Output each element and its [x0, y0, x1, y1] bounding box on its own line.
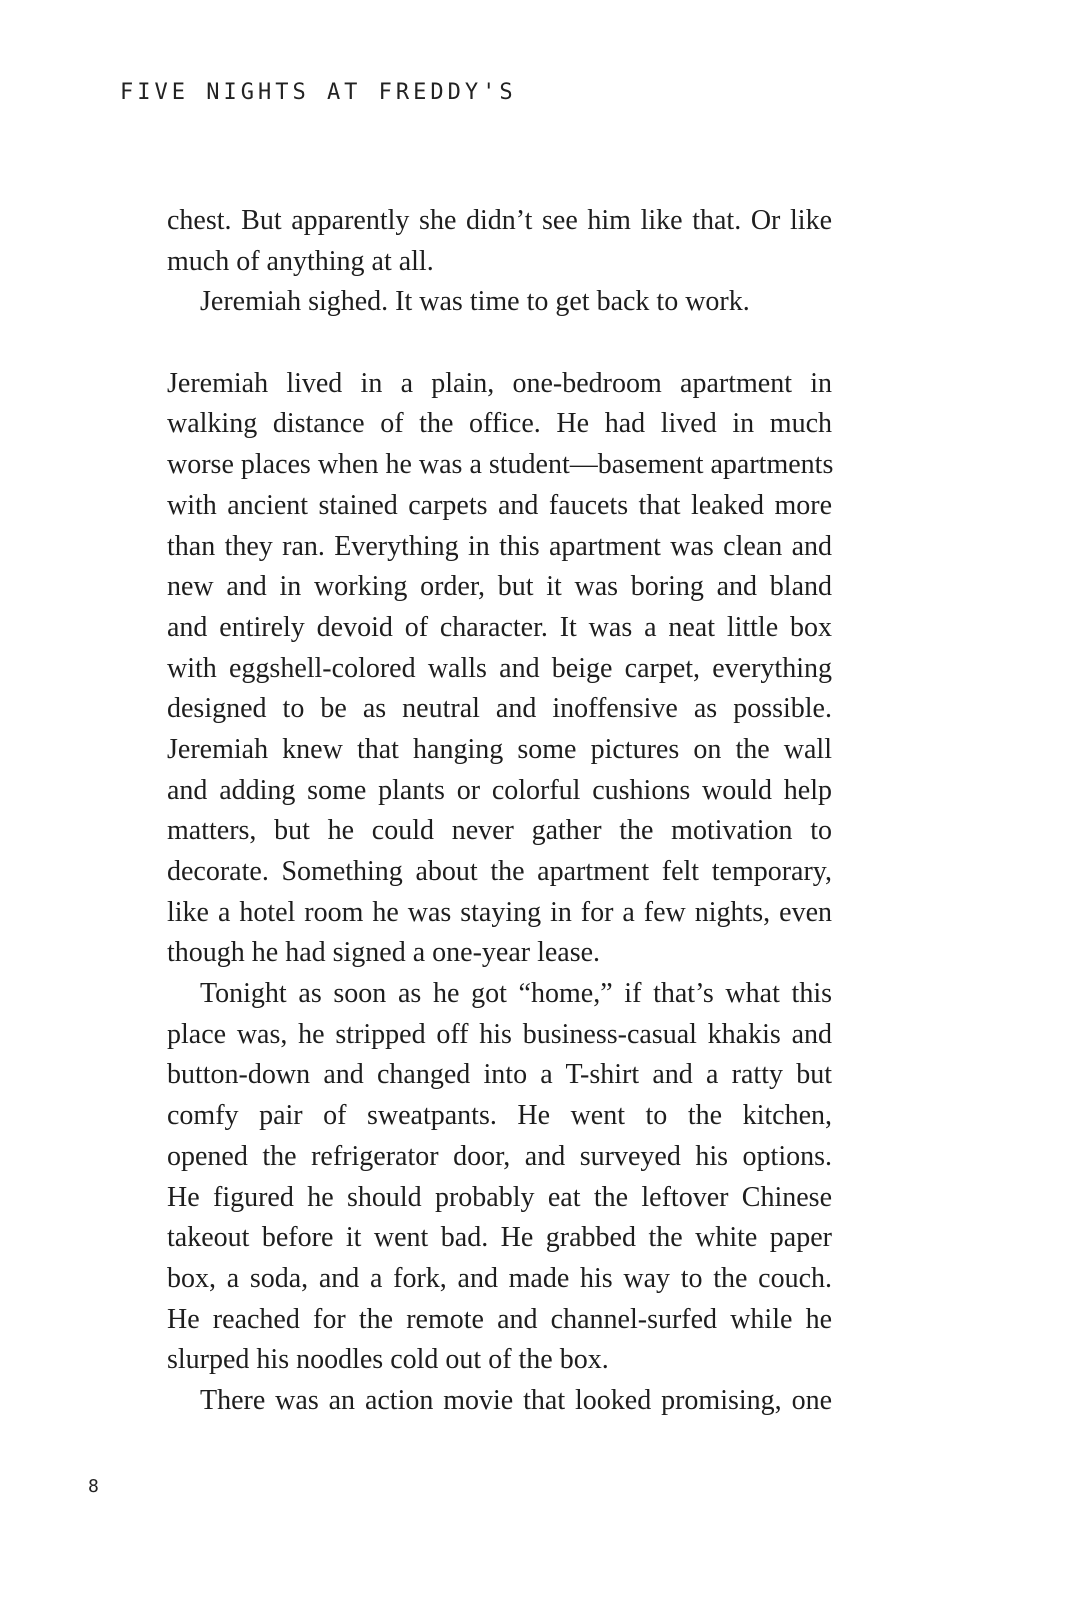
- text-line: worse places when he was a student—basement apartments: [167, 449, 834, 481]
- body-text: [167, 201, 832, 1422]
- section-break: [167, 323, 832, 364]
- text-line: with ancient stained carpets and faucets that leaked more: [167, 489, 832, 521]
- text-line: He figured he should probably eat the leftover Chinese: [167, 1181, 832, 1213]
- text-line: comfy pair of sweatpants. He went to the kitchen,: [167, 1100, 832, 1132]
- text-line: designed to be as neutral and inoffensive as possible.: [167, 693, 832, 725]
- text-line: slurped his noodles cold out of the box.: [167, 1344, 609, 1376]
- text-line: He reached for the remote and channel-surfed while he: [167, 1303, 832, 1335]
- text-line: box, a soda, and a fork, and made his way to the couch.: [167, 1262, 832, 1294]
- text-line: There was an action movie that looked promising, one: [200, 1384, 832, 1416]
- text-line: Jeremiah sighed. It was time to get back to work.: [200, 286, 750, 318]
- text-line: new and in working order, but it was boring and bland: [167, 571, 832, 603]
- text-line: and entirely devoid of character. It was a neat little box: [167, 611, 832, 643]
- text-line: and adding some plants or colorful cushions would help: [167, 774, 832, 806]
- text-line: takeout before it went bad. He grabbed the white paper: [167, 1222, 832, 1254]
- text-line: much of anything at all.: [167, 245, 434, 277]
- text-line: Tonight as soon as he got “home,” if that’s what this: [200, 978, 832, 1010]
- text-line: place was, he stripped off his business-casual khakis and: [167, 1018, 832, 1050]
- text-line: Jeremiah knew that hanging some pictures on the wall: [167, 733, 832, 765]
- page-number: 8: [88, 1476, 99, 1497]
- text-line: though he had signed a one-year lease.: [167, 937, 601, 969]
- text-line: opened the refrigerator door, and surveyed his options.: [167, 1140, 832, 1172]
- text-line: button-down and changed into a T-shirt and a ratty but: [167, 1059, 832, 1091]
- text-line: walking distance of the office. He had lived in much: [167, 408, 832, 440]
- text-line: chest. But apparently she didn’t see him like that. Or like: [167, 205, 832, 236]
- text-line: than they ran. Everything in this apartment was clean and: [167, 530, 832, 562]
- text-line: matters, but he could never gather the motivation to: [167, 815, 832, 847]
- running-head: FIVE NIGHTS AT FREDDY'S: [120, 80, 517, 105]
- text-line: with eggshell-colored walls and beige carpet, everything: [167, 652, 832, 684]
- text-line: Jeremiah lived in a plain, one-bedroom apartment in: [167, 367, 832, 399]
- text-line: like a hotel room he was staying in for a few nights, even: [167, 896, 832, 928]
- text-line: decorate. Something about the apartment felt temporary,: [167, 856, 832, 887]
